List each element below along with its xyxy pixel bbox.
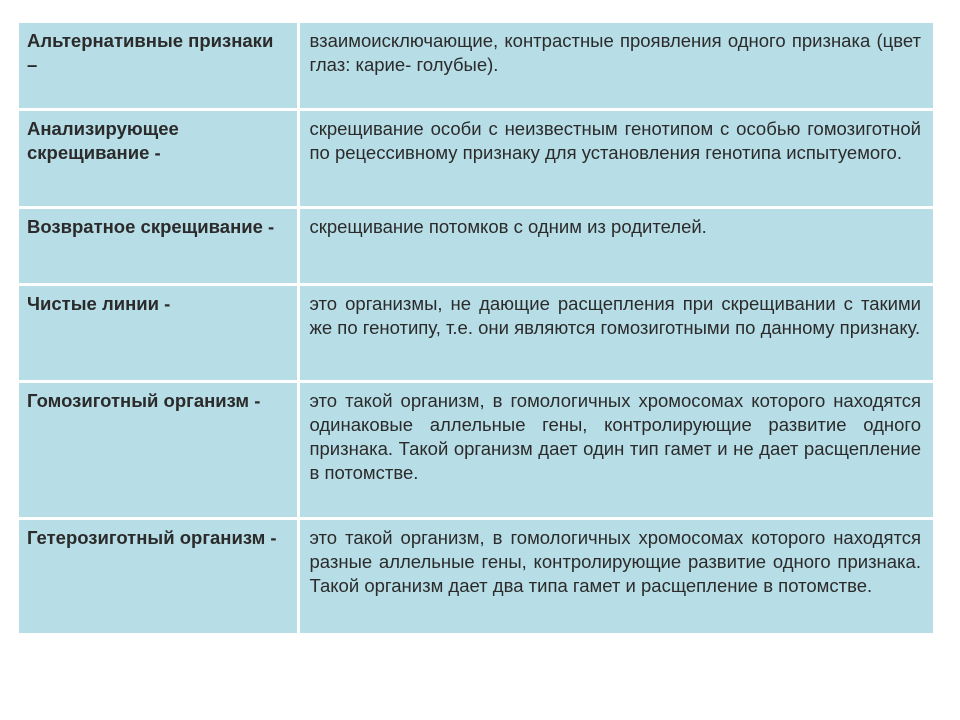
table-row <box>19 109 933 207</box>
table-row <box>19 284 933 381</box>
term-cell: Чистые линии - <box>19 284 298 381</box>
table-row <box>19 207 933 284</box>
definition-cell: это такой организм, в гомологичных хромосомах которого находятся разные аллельные гены, контролирующие развитие одного признака. Такой организм дает два типа гамет и расщепление в потомстве. <box>309 526 921 596</box>
term-cell: Гетерозиготный организм - <box>19 518 298 633</box>
definition-cell: скрещивание особи с неизвестным генотипом с особью гомозиготной по рецессивному признаку для установления генотипа испытуемого. <box>309 117 921 163</box>
terms-table <box>19 23 933 633</box>
term-cell: Возвратное скрещивание - <box>19 207 298 284</box>
definition-cell: взаимоисключающие, контрастные проявления одного признака (цвет глаз: карие- голубые). <box>309 30 921 75</box>
term-cell: Анализирующее скрещивание - <box>19 109 298 207</box>
definition-cell: скрещивание потомков с одним из родителей. <box>309 215 707 237</box>
term-cell: Альтернативные признаки – <box>19 23 298 109</box>
table-row <box>19 23 933 109</box>
table-row <box>19 381 933 518</box>
table-row <box>19 518 933 633</box>
definition-cell: это такой организм, в гомологичных хромосомах которого находятся одинаковые аллельные гены, контролирующие развитие одного признака. Такой организм дает один тип гамет и не дает расщепление в потомстве. <box>309 389 921 483</box>
definition-cell: это организмы, не дающие расщепления при скрещивании с такими же по генотипу, т.е. они являются гомозиготными по данному признаку. <box>309 292 921 338</box>
term-cell: Гомозиготный организм - <box>19 381 298 518</box>
